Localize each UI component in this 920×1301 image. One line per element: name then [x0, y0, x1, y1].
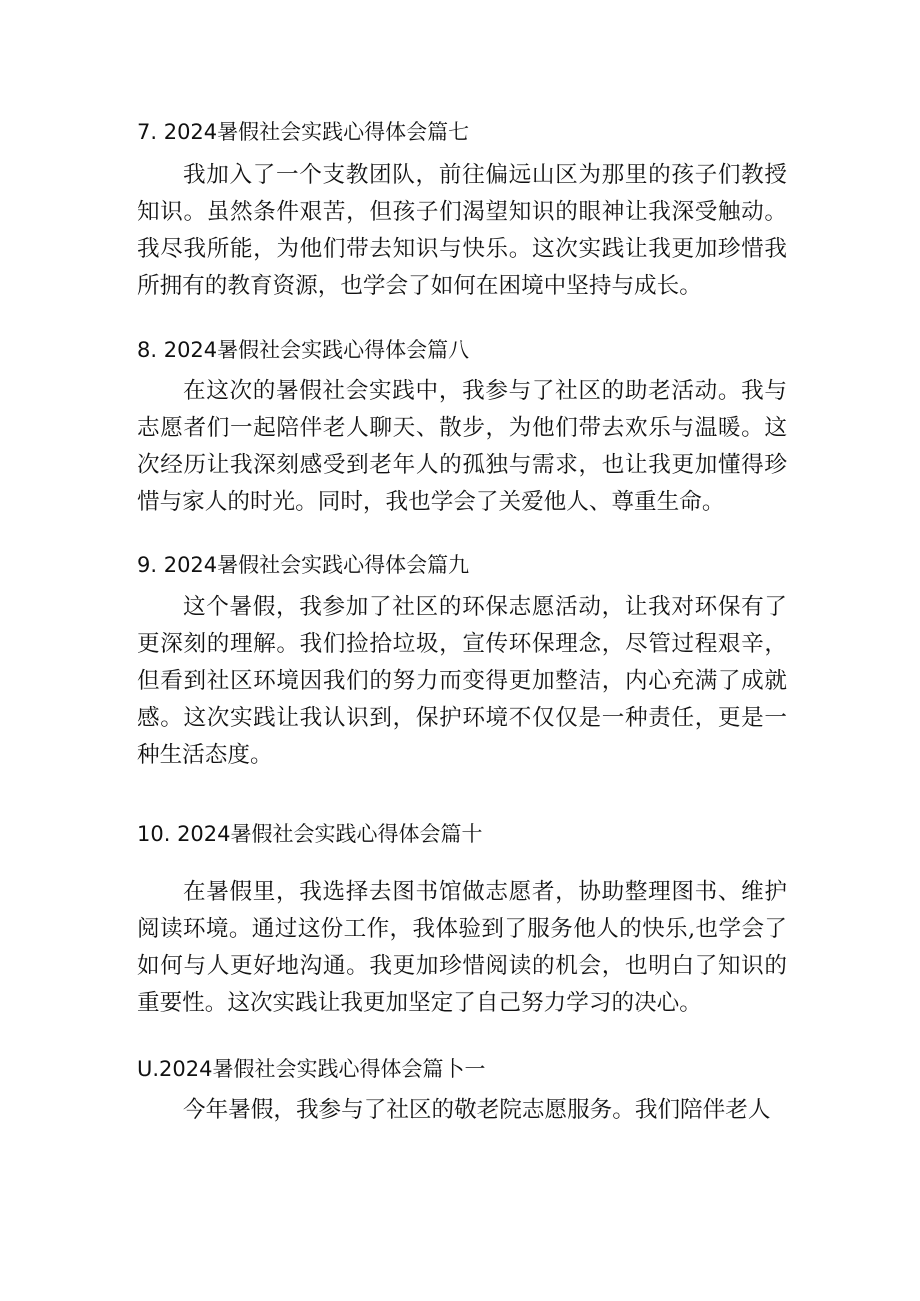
- section-10-heading: 10. 2024暑假社会实践心得体会篇十: [137, 822, 483, 846]
- section-7-heading: 7. 2024暑假社会实践心得体会篇七: [137, 120, 470, 144]
- section-8-paragraph: 在这次的暑假社会实践中，我参与了社区的助老活动。我与志愿者们一起陪伴老人聊天、散步，为他们带去欢乐与温暖。这次经历让我深刻感受到老年人的孤独与需求，也让我更加懂得珍惜与家人的时光。同时，我也学会了关爱他人、尊重生命。: [137, 378, 787, 515]
- section-9-paragraph: 这个暑假，我参加了社区的环保志愿活动，让我对环保有了更深刻的理解。我们捡拾垃圾，宣传环保理念，尽管过程艰辛，但看到社区环境因我们的努力而变得更加整洁，内心充满了成就感。这次实践让我认识到，保护环境不仅仅是一种责任，更是一种生活态度。: [137, 594, 787, 768]
- section-11-paragraph: 今年暑假，我参与了社区的敬老院志愿服务。我们陪伴老人: [183, 1097, 771, 1123]
- section-8-heading: 8. 2024暑假社会实践心得体会篇八: [137, 338, 470, 362]
- section-9-heading: 9. 2024暑假社会实践心得体会篇九: [137, 553, 470, 577]
- section-10-paragraph: 在暑假里，我选择去图书馆做志愿者，协助整理图书、维护阅读环境。通过这份工作，我体验到了服务他人的快乐,也学会了如何与人更好地沟通。我更加珍惜阅读的机会，也明白了知识的重要性。这次实践让我更加坚定了自己努力学习的决心。: [137, 879, 787, 1016]
- section-11-heading: U.2024暑假社会实践心得体会篇卜一: [137, 1057, 486, 1081]
- section-7-paragraph: 我加入了一个支教团队，前往偏远山区为那里的孩子们教授知识。虽然条件艰苦，但孩子们渴望知识的眼神让我深受触动。我尽我所能，为他们带去知识与快乐。这次实践让我更加珍惜我所拥有的教育资源，也学会了如何在困境中坚持与成长。: [137, 162, 787, 299]
